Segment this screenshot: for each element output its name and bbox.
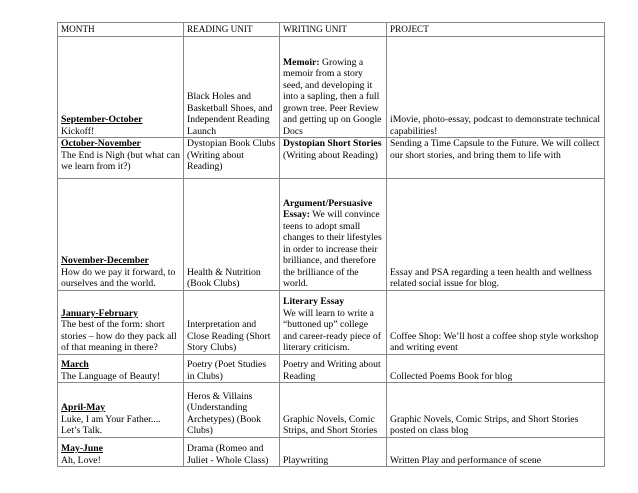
month-name: May-June <box>61 443 103 454</box>
month-subtitle: How do we pay it forward, to ourselves and the world. <box>61 266 176 290</box>
writing-cell <box>280 37 387 138</box>
table-row <box>58 354 605 382</box>
table-row <box>58 138 605 178</box>
table-row <box>58 383 605 437</box>
month-cell <box>58 383 184 437</box>
month-name: November-December <box>61 255 149 267</box>
month-cell <box>58 290 184 354</box>
header-reading-unit: READING UNIT <box>184 23 280 37</box>
month-subtitle: Luke, I am Your Father.... Let’s Talk. <box>61 413 161 437</box>
month-subtitle: The Language of Beauty! <box>61 370 161 382</box>
reading-cell: Dystopian Book Clubs (Writing about Reading) <box>184 138 280 178</box>
month-cell <box>58 354 184 382</box>
writing-cell: Graphic Novels, Comic Strips, and Short Stories <box>280 383 387 437</box>
project-cell: iMovie, photo-essay, podcast to demonstrate technical capabilities! <box>387 37 605 138</box>
reading-cell: Heros & Villains (Understanding Archetypes) (Book Clubs) <box>184 383 280 437</box>
writing-cell <box>280 290 387 354</box>
reading-cell: Health & Nutrition (Book Clubs) <box>184 178 280 290</box>
project-cell: Coffee Shop: We’ll host a coffee shop style workshop and writing event <box>387 290 605 354</box>
writing-cell: Poetry and Writing about Reading <box>280 354 387 382</box>
reading-cell: Black Holes and Basketball Shoes, and Independent Reading Launch <box>184 37 280 138</box>
table-row <box>58 437 605 466</box>
month-subtitle: The End is Nigh (but what can we learn from it?) <box>61 149 180 173</box>
writing-cell <box>280 178 387 290</box>
writing-text: We will convince teens to adopt small changes to their lifestyles in order to increase their brilliance, and therefore the brilliance of the world. <box>283 209 382 290</box>
reading-cell: Poetry (Poet Studies in Clubs) <box>184 354 280 382</box>
header-month: MONTH <box>58 23 184 37</box>
reading-cell: Interpretation and Close Reading (Short Story Clubs) <box>184 290 280 354</box>
month-name: January-February <box>61 307 138 319</box>
writing-title: Dystopian Short Stories <box>283 138 382 150</box>
month-cell <box>58 138 184 178</box>
month-name: September-October <box>61 114 143 126</box>
header-project: PROJECT <box>387 23 605 37</box>
project-cell: Essay and PSA regarding a teen health and wellness related social issue for blog. <box>387 178 605 290</box>
writing-title: Literary Essay <box>283 296 345 308</box>
month-cell <box>58 437 184 466</box>
month-name: March <box>61 359 89 371</box>
month-subtitle: The best of the form: short stories – how do they pack all of that meaning in there? <box>61 319 177 354</box>
project-cell: Collected Poems Book for blog <box>387 354 605 382</box>
month-cell <box>58 178 184 290</box>
curriculum-table <box>57 22 605 467</box>
project-cell: Written Play and performance of scene <box>387 437 605 466</box>
header-writing-unit: WRITING UNIT <box>280 23 387 37</box>
month-cell <box>58 37 184 138</box>
reading-cell: Drama (Romeo and Juliet - Whole Class) <box>184 437 280 466</box>
writing-text: Growing a memoir from a story seed, and developing it into a sapling, then a full grown tree. Peer Review and getting up on Google Docs <box>283 56 382 137</box>
writing-title: Memoir: <box>283 56 320 68</box>
table-row <box>58 290 605 354</box>
writing-title: Argument/Persuasive Essay: <box>283 197 373 221</box>
month-name: October-November <box>61 138 141 150</box>
month-subtitle: Ah, Love! <box>61 454 101 466</box>
writing-text: We will learn to write a “buttoned up” college and career-ready piece of literary criticism. <box>283 307 381 354</box>
writing-cell <box>280 138 387 178</box>
month-subtitle: Kickoff! <box>61 125 95 137</box>
curriculum-document <box>57 22 604 467</box>
project-cell: Graphic Novels, Comic Strips, and Short Stories posted on class blog <box>387 383 605 437</box>
table-row <box>58 37 605 138</box>
writing-cell: Playwriting <box>280 437 387 466</box>
month-name: April-May <box>61 402 106 414</box>
writing-text: (Writing about Reading) <box>283 149 378 161</box>
header-row <box>58 23 605 37</box>
project-cell: Sending a Time Capsule to the Future. We will collect our short stories, and bring them to life with <box>387 138 605 178</box>
table-row <box>58 178 605 290</box>
